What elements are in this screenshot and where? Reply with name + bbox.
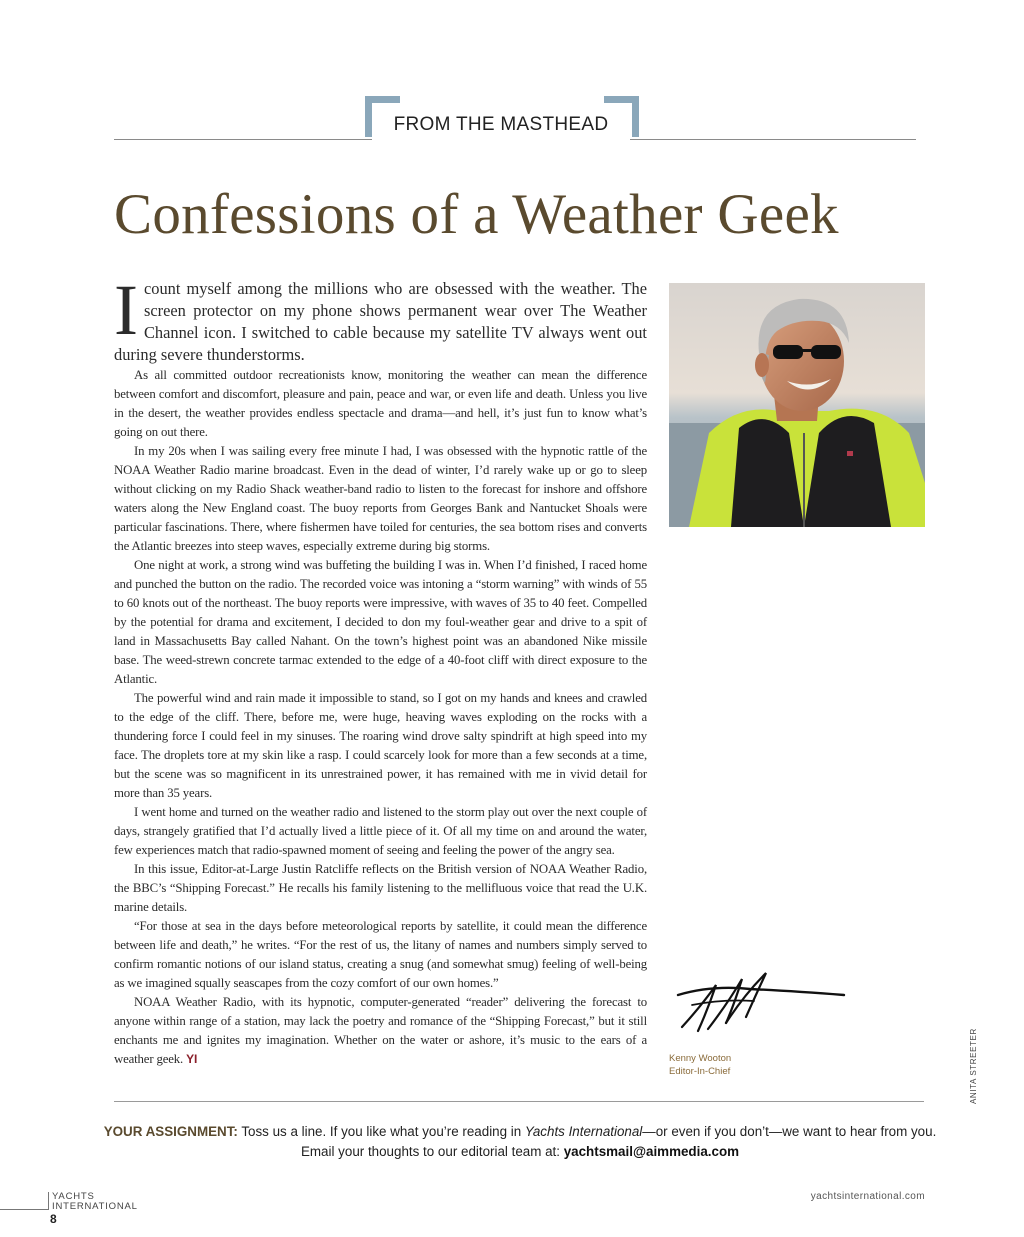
divider — [114, 1101, 924, 1102]
article-paragraph: “For those at sea in the days before meteorological reports by satellite, it could mean the difference between life and death,” he writes. “For the rest of us, the litany of names and numbers simply served to confirm romantic notions of our island status, creating a snug (and somewhat smug) feeling of well-being as we imagined squally seascapes from the cozy comfort of our own homes.” — [114, 919, 647, 990]
page-title: Confessions of a Weather Geek — [114, 183, 839, 246]
footer-url[interactable]: yachtsinternational.com — [810, 1191, 925, 1202]
footer-rule-vertical — [48, 1192, 49, 1210]
email-link[interactable]: yachtsmail@aimmedia.com — [563, 1144, 740, 1159]
lead-paragraph — [114, 270, 647, 366]
editor-title: Editor-In-Chief — [669, 1066, 731, 1077]
footer-brand — [52, 1192, 138, 1212]
article-paragraph: One night at work, a strong wind was buffeting the building I was in. When I’d finished, I raced home and punched the button on the radio. The recorded voice was intoning a “storm warning” with winds of 55 to 60 knots out of the northeast. The buoy reports were impressive, with waves of 35 to 40 feet. Compelled by the potential for drama and excitement, I decided to don my foul-weather gear and drive to a spit of land in Massachusetts Bay called Nahant. On the town’s highest point was an abandoned Nike missile base. The weed-strewn concrete tarmac extended to the edge of a 40-foot cliff with direct exposure to the Atlantic. — [114, 558, 647, 686]
article-paragraph: In this issue, Editor-at-Large Justin Ratcliffe reflects on the British version of NOAA Weather Radio, the BBC’s “Shipping Forecast.” He recalls his family listening to the mellifluous voice that read the U.K. marine details. — [114, 862, 647, 914]
article-paragraph: As all committed outdoor recreationists know, monitoring the weather can mean the difference between comfort and discomfort, pleasure and pain, peace and war, or even life and death. Unless you live in the desert, the weather provides endless spectacle and drama—and hell, it’s just fun to know what’s going on out there. — [114, 368, 647, 439]
drop-cap: I — [114, 270, 138, 350]
footer-brand-line2: INTERNATIONAL — [52, 1201, 138, 1212]
article-paragraph: I went home and turned on the weather radio and listened to the storm play out over the next couple of days, strangely gratified that I’d actually lived a little piece of it. Of all my time on and around the water, few experiences match that radio-spawned moment of seeing and feeling the power of the angry sea. — [114, 805, 647, 857]
article-paragraph-text: NOAA Weather Radio, with its hypnotic, computer-generated “reader” delivering the forecast to anyone within range of a station, may lack the poetry and romance of the “Shipping Forecast,” but it still enchants me and ignites my imagination. Whether on the water or ashore, it’s music to the ears of a weather geek. — [114, 995, 647, 1066]
signature-caption — [669, 1052, 731, 1078]
footer-brand-line1: YACHTS — [52, 1191, 95, 1202]
assignment-text-2: —or even if you don’t—we want to hear from you. — [642, 1124, 937, 1139]
assignment-text-3: Email your thoughts to our editorial team at: — [300, 1144, 564, 1159]
masthead-rule-left — [114, 139, 372, 140]
article-paragraph: In my 20s when I was sailing every free minute I had, I was obsessed with the hypnotic rattle of the NOAA Weather Radio marine broadcast. Even in the dead of winter, I’d rarely wake up or go to sleep without clicking on my Radio Shack weather-band radio to listen to the forecast for inshore and offshore waters along the New England coast. The buoy reports from Georges Bank and Nantucket Shoals were particular fascinations. There, where fishermen have toiled for centuries, the sea bottom rises and converts the Atlantic breezes into steep waves, especially extreme during big storms. — [114, 444, 647, 553]
footer-rule — [0, 1209, 48, 1210]
assignment-line-2 — [100, 1142, 940, 1162]
magazine-name: Yachts International — [524, 1124, 643, 1139]
editor-portrait-photo — [669, 283, 925, 527]
assignment-callout — [100, 1122, 940, 1162]
assignment-label: YOUR ASSIGNMENT: — [103, 1124, 238, 1139]
end-mark-icon: YI — [186, 1052, 198, 1066]
editor-name: Kenny Wooton — [669, 1053, 732, 1064]
section-title: FROM THE MASTHEAD — [393, 114, 609, 135]
assignment-line-1 — [100, 1122, 940, 1142]
page-number: 8 — [50, 1212, 57, 1226]
masthead-rule-right — [630, 139, 916, 140]
article-body — [114, 270, 647, 1069]
article-paragraph-final — [114, 993, 647, 1069]
signature-icon — [672, 965, 852, 1045]
lead-text: count myself among the millions who are obsessed with the weather. The screen protector on my phone shows permanent wear over The Weather Channel icon. I switched to cable because my satellite TV always went out during severe thunderstorms. — [114, 279, 647, 364]
assignment-text-1: Toss us a line. If you like what you’re reading in — [237, 1124, 525, 1139]
article-paragraph: The powerful wind and rain made it impossible to stand, so I got on my hands and knees and crawled to the edge of the cliff. There, before me, were huge, heaving waves exploding on the rocks with a thundering force I could feel in my sinuses. The roaring wind drove salty spindrift at high speed into my face. The droplets tore at my skin like a rasp. I could scarcely look for more than a few seconds at a time, but the scene was so magnificent in its unrestrained power, it has remained with me in vivid detail for more than 35 years. — [114, 691, 647, 800]
photo-credit: ANITA STREETER — [969, 1028, 978, 1104]
